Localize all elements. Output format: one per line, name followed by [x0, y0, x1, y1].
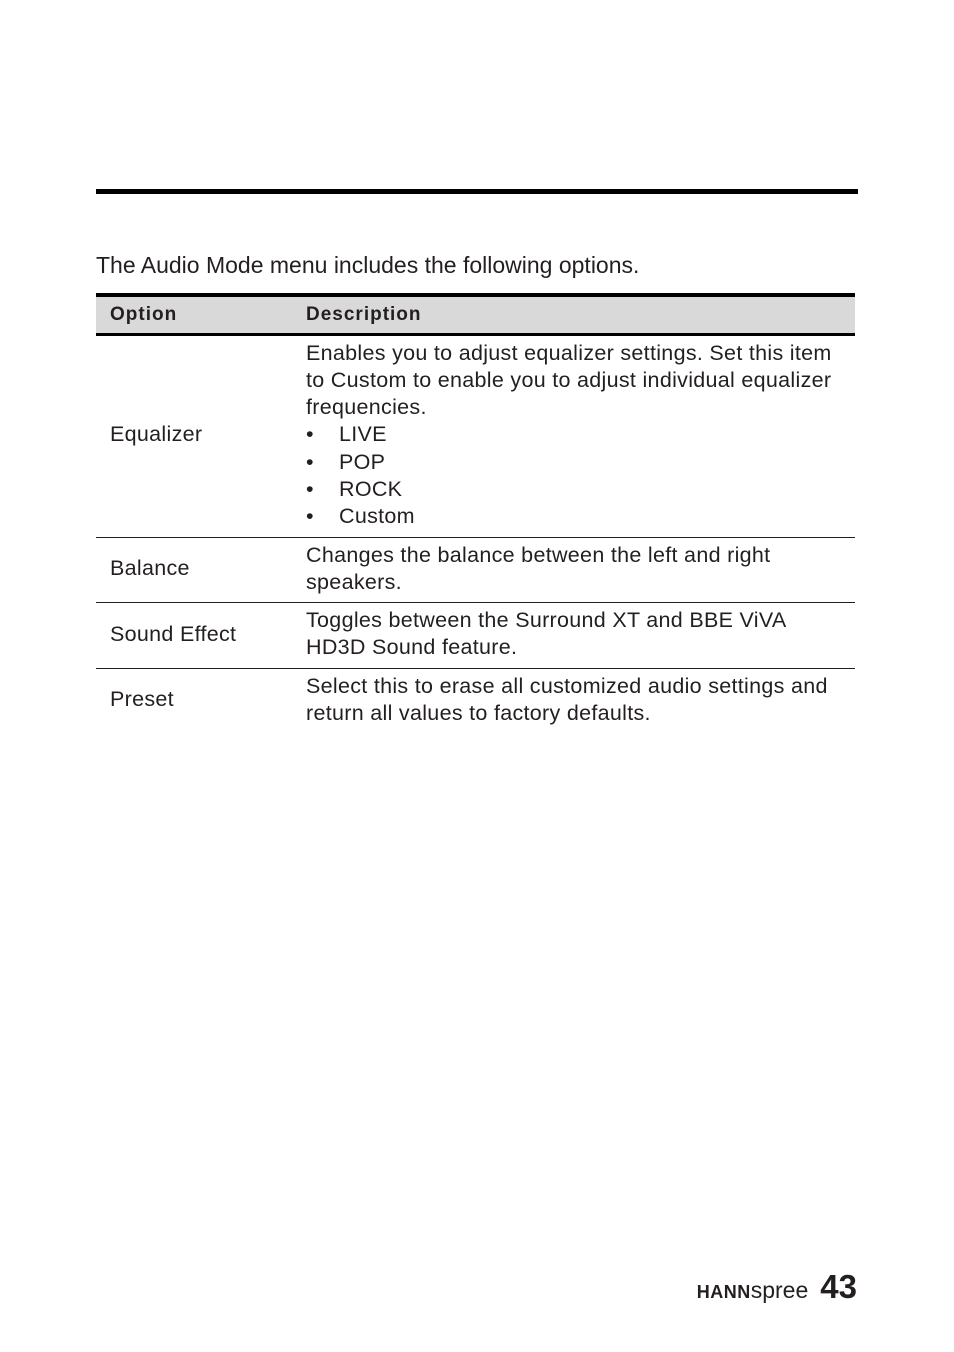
table-row-preset	[96, 668, 855, 733]
description-cell	[301, 334, 855, 537]
table-header-row	[96, 295, 855, 334]
list-item-label: LIVE	[339, 422, 387, 447]
table-row-equalizer	[96, 334, 855, 537]
page-number: 43	[820, 1268, 857, 1305]
table-row-balance	[96, 537, 855, 603]
bullet-glyph: •	[306, 504, 314, 529]
audio-mode-options-table	[96, 293, 855, 733]
option-cell: Balance	[96, 537, 301, 603]
description-cell: Changes the balance between the left and right speakers.	[301, 537, 855, 603]
brand-logo-light: spree	[750, 1277, 809, 1303]
list-item-label: ROCK	[339, 476, 403, 501]
list-item	[306, 476, 851, 503]
description-cell: Toggles between the Surround XT and BBE ViVA HD3D Sound feature.	[301, 603, 855, 669]
intro-text: The Audio Mode menu includes the following options.	[96, 252, 640, 278]
description-column-header: Description	[301, 295, 855, 334]
list-item-label: POP	[339, 449, 386, 474]
equalizer-preset-list	[306, 421, 851, 530]
list-item-label: Custom	[339, 504, 415, 529]
bullet-glyph: •	[306, 449, 314, 474]
list-item	[306, 421, 851, 448]
bullet-glyph: •	[306, 476, 314, 501]
table-row-sound-effect	[96, 603, 855, 669]
option-column-header: Option	[96, 295, 301, 334]
option-cell: Preset	[110, 687, 174, 712]
option-cell: Sound Effect	[96, 603, 301, 669]
brand-logo-bold: HANN	[696, 1282, 751, 1302]
option-cell: Equalizer	[96, 334, 301, 537]
header-rule	[96, 189, 858, 194]
description-cell: Select this to erase all customized audio settings and return all values to factory defaults.	[306, 673, 828, 726]
page-footer	[697, 1268, 857, 1312]
bullet-glyph: •	[306, 422, 314, 447]
list-item	[306, 503, 851, 530]
list-item	[306, 449, 851, 476]
description-text: Enables you to adjust equalizer settings. Set this item to Custom to enable you to adjust individual equalizer frequencies.	[306, 340, 832, 420]
